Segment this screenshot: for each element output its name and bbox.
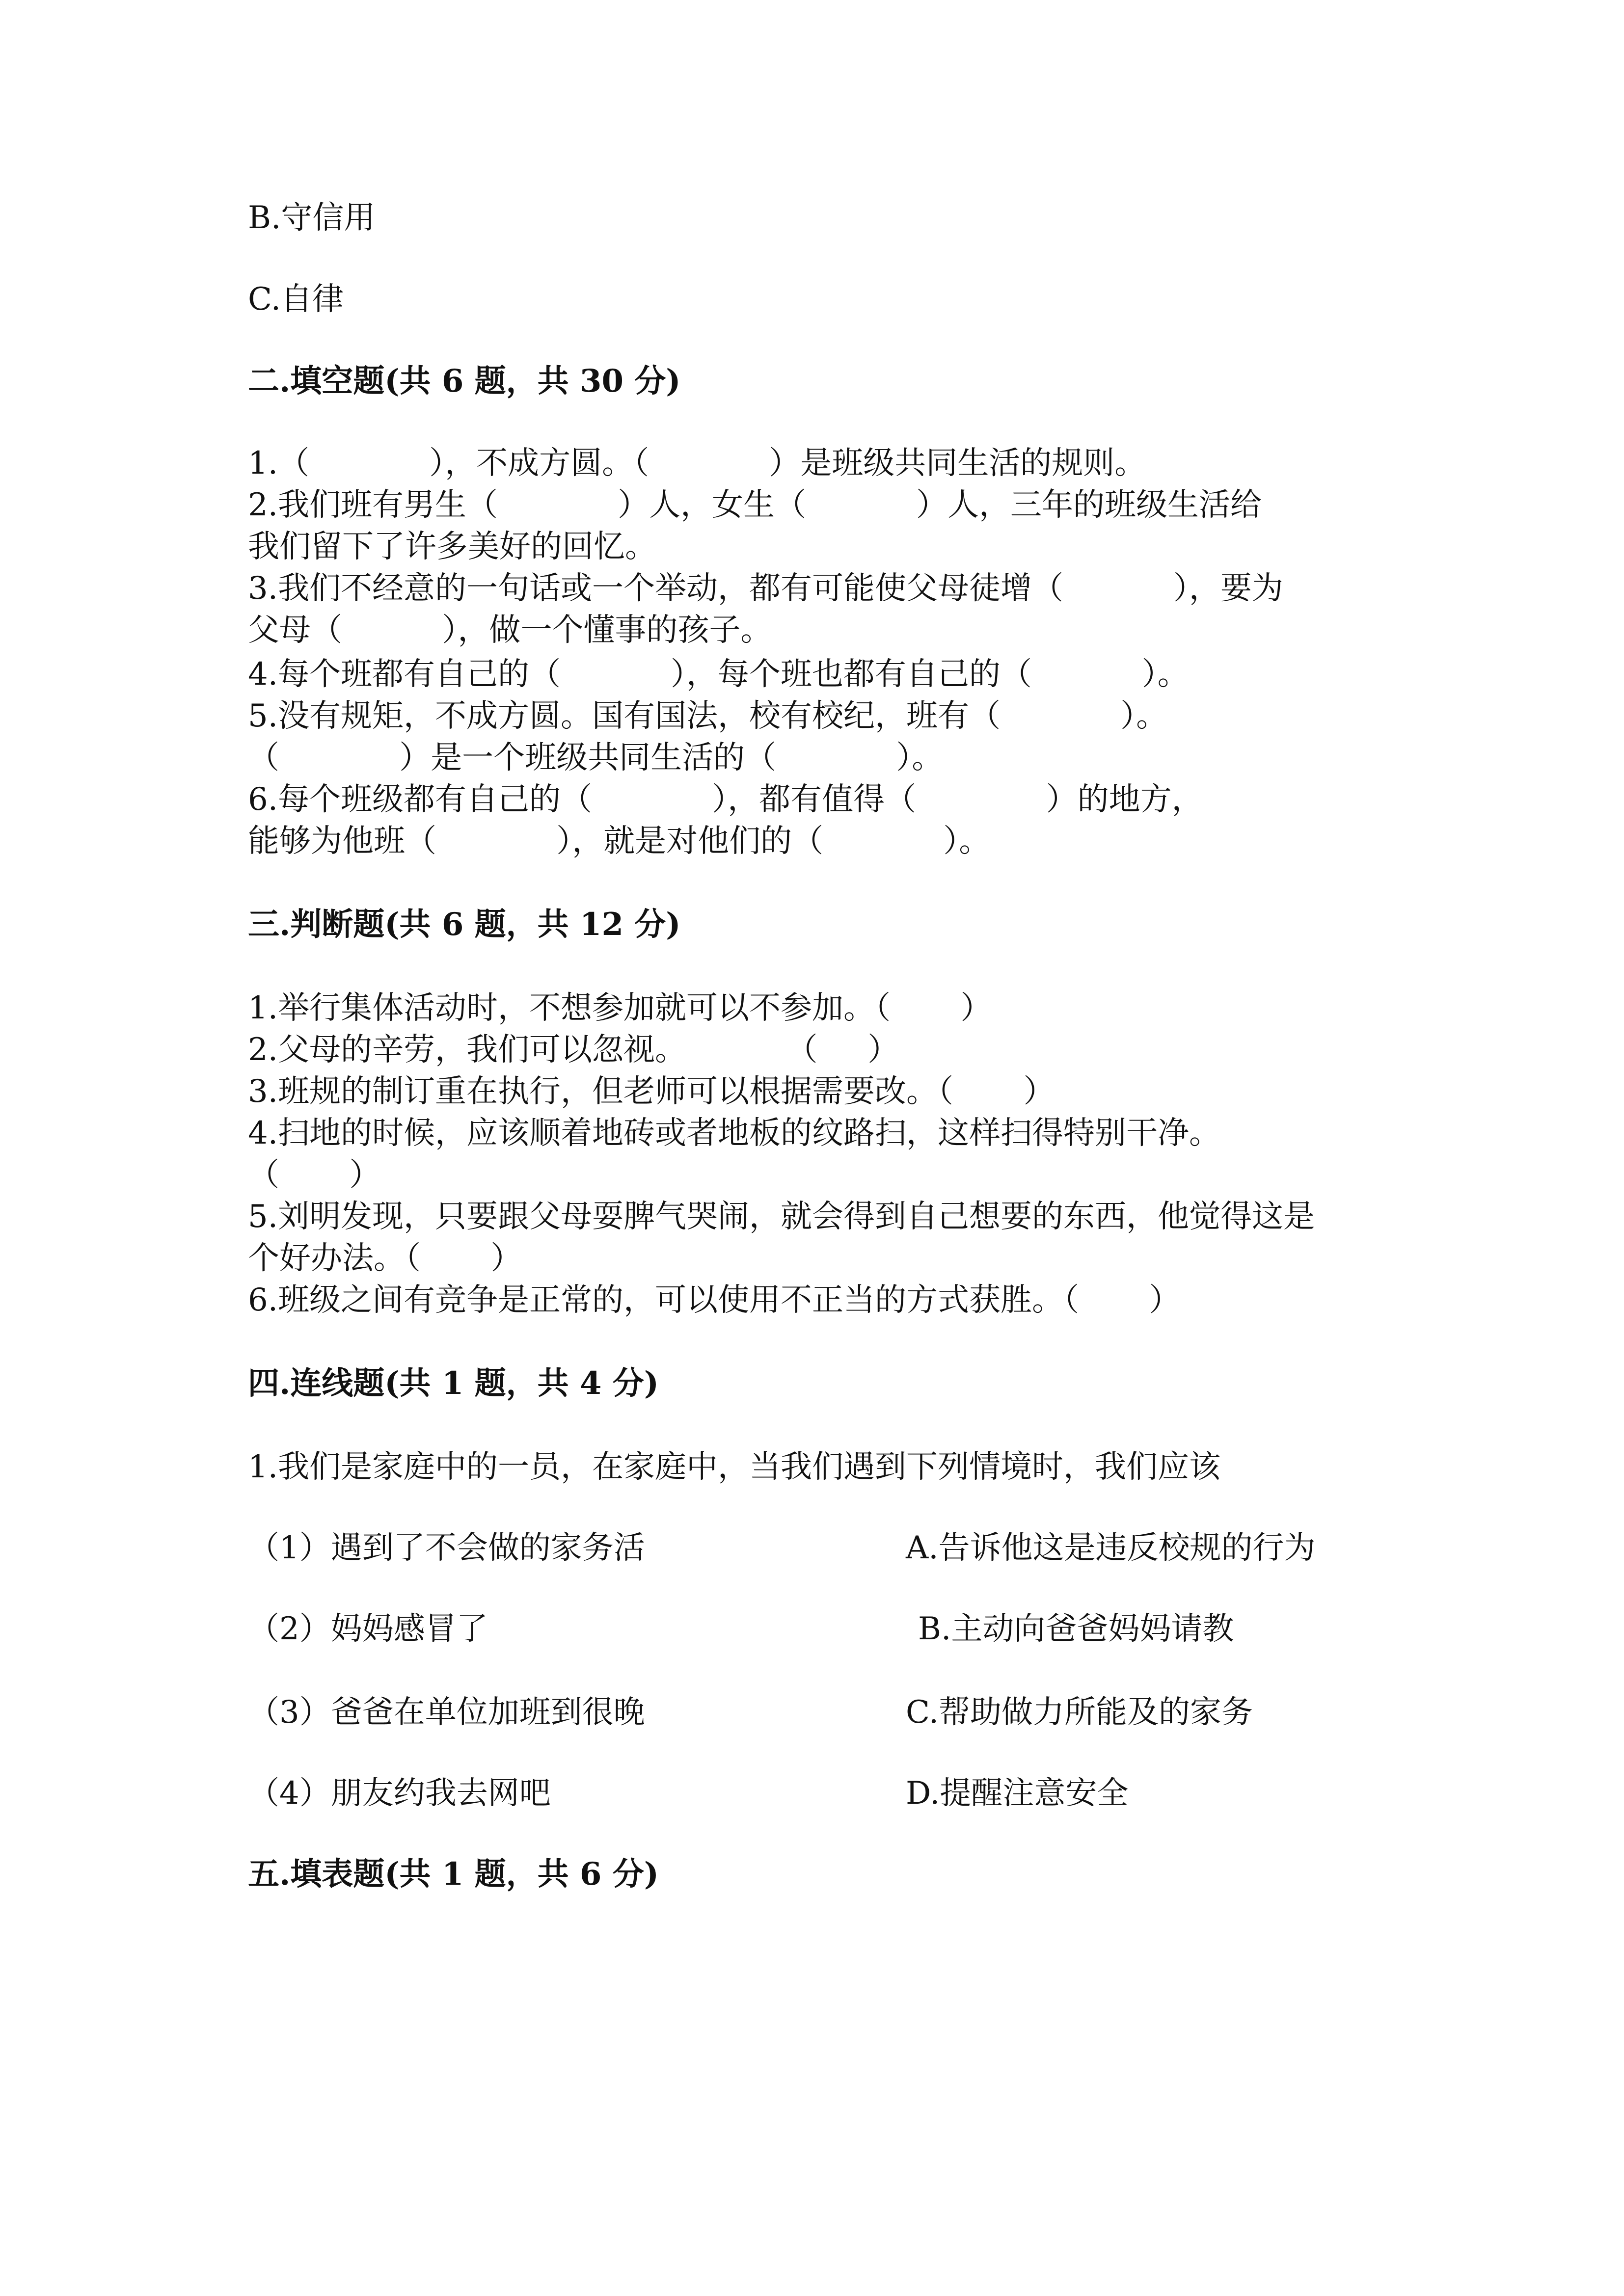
fill-line: 1.（ ），不成方圆。（ ）是班级共同生活的规则。 (248, 445, 1146, 481)
matching-left-item: （2）妈妈感冒了 (248, 1611, 488, 1647)
judge-line: 4.扫地的时候，应该顺着地砖或者地板的纹路扫，这样扫得特别干净。 (248, 1115, 1221, 1151)
judge-line: 3.班规的制订重在执行，但老师可以根据需要改。（ ） (248, 1073, 1055, 1110)
judge-line: 6.班级之间有竞争是正常的，可以使用不正当的方式获胜。（ ） (248, 1282, 1181, 1318)
section-5-heading: 五.填表题(共 1 题，共 6 分) (248, 1856, 659, 1893)
fill-line: 我们留下了许多美好的回忆。 (248, 529, 656, 565)
matching-right-item: D.提醒注意安全 (906, 1775, 1129, 1812)
judge-line: 1.举行集体活动时，不想参加就可以不参加。（ ） (248, 990, 992, 1026)
judge-line: 5.刘明发现，只要跟父母耍脾气哭闹，就会得到自己想要的东西，他觉得这是 (248, 1199, 1315, 1235)
judge-line: 2.父母的辛劳，我们可以忽视。 （ ） (248, 1032, 899, 1068)
fill-line: 2.我们班有男生（ ）人，女生（ ）人，三年的班级生活给 (248, 487, 1262, 523)
matching-right-item: A.告诉他这是违反校规的行为 (906, 1530, 1316, 1566)
matching-left-item: （4）朋友约我去网吧 (248, 1775, 551, 1812)
option-c: C.自律 (248, 281, 344, 318)
section-2-heading: 二.填空题(共 6 题，共 30 分) (248, 363, 681, 400)
section-3-heading: 三.判断题(共 6 题，共 12 分) (248, 906, 681, 943)
fill-line: 能够为他班（ ），就是对他们的（ ）。 (248, 823, 991, 859)
fill-line: 6.每个班级都有自己的（ ），都有值得（ ）的地方， (248, 781, 1203, 818)
matching-question: 1.我们是家庭中的一员，在家庭中，当我们遇到下列情境时，我们应该 (248, 1449, 1221, 1485)
fill-line: 3.我们不经意的一句话或一个举动，都有可能使父母徒增（ ），要为 (248, 570, 1283, 607)
matching-right-item: B.主动向爸爸妈妈请教 (918, 1611, 1234, 1647)
fill-line: 父母（ ），做一个懂事的孩子。 (248, 612, 772, 648)
judge-line: （ ） (248, 1157, 381, 1193)
fill-line: （ ）是一个班级共同生活的（ ）。 (248, 740, 944, 776)
judge-line: 个好办法。（ ） (248, 1240, 522, 1277)
option-b: B.守信用 (248, 200, 376, 236)
fill-line: 4.每个班都有自己的（ ），每个班也都有自己的（ ）。 (248, 656, 1189, 693)
fill-line: 5.没有规矩，不成方圆。国有国法，校有校纪，班有（ ）。 (248, 698, 1168, 734)
matching-left-item: （3）爸爸在单位加班到很晚 (248, 1694, 645, 1731)
matching-left-item: （1）遇到了不会做的家务活 (248, 1530, 645, 1566)
matching-right-item: C.帮助做力所能及的家务 (906, 1694, 1253, 1731)
section-4-heading: 四.连线题(共 1 题，共 4 分) (248, 1365, 659, 1402)
